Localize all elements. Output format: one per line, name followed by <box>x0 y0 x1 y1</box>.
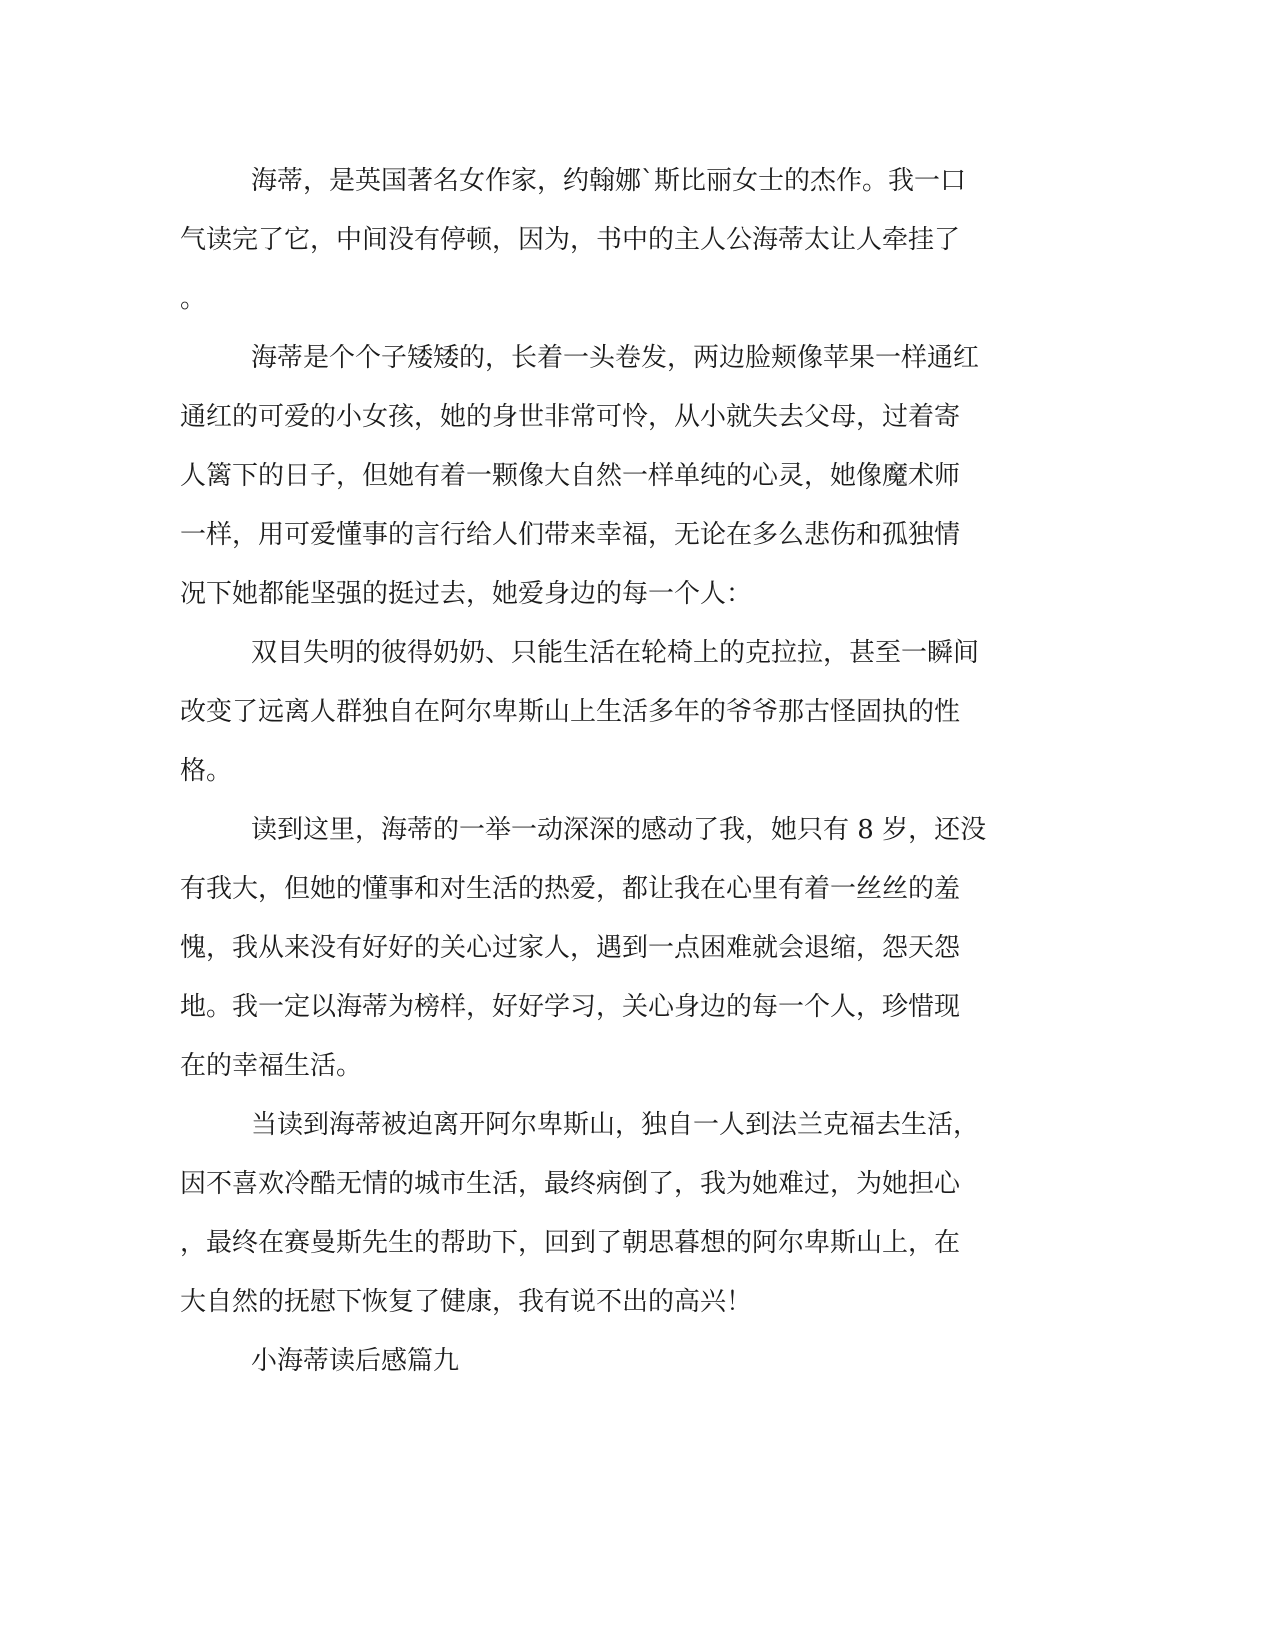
text-line-14: 愧，我从来没有好好的关心过家人，遇到一点困难就会退缩，怨天怨 <box>180 933 961 963</box>
text-line-20: 大自然的抚慰下恢复了健康，我有说不出的高兴！ <box>180 1287 753 1317</box>
text-line-17: 当读到海蒂被迫离开阿尔卑斯山，独自一人到法兰克福去生活， <box>251 1110 980 1140</box>
text-line-5: 通红的可爱的小女孩，她的身世非常可怜，从小就失去父母，过着寄 <box>180 402 961 432</box>
text-line-2: 气读完了它，中间没有停顿，因为，书中的主人公海蒂太让人牵挂了 <box>180 225 961 255</box>
text-line-8: 况下她都能坚强的挺过去，她爱身边的每一个人： <box>180 579 753 609</box>
text-line-15: 地。我一定以海蒂为榜样，好好学习，关心身边的每一个人，珍惜现 <box>180 992 961 1022</box>
text-line-18: 因不喜欢冷酷无情的城市生活，最终病倒了，我为她难过，为她担心 <box>180 1169 961 1199</box>
text-line-12: 读到这里，海蒂的一举一动深深的感动了我，她只有 8 岁，还没 <box>251 815 987 845</box>
text-line-16: 在的幸福生活。 <box>180 1051 363 1081</box>
text-line-11: 格。 <box>180 756 233 786</box>
text-line-9: 双目失明的彼得奶奶、只能生活在轮椅上的克拉拉，甚至一瞬间 <box>251 638 980 668</box>
section-heading: 小海蒂读后感篇九 <box>251 1346 460 1376</box>
text-line-13: 有我大，但她的懂事和对生活的热爱，都让我在心里有着一丝丝的羞 <box>180 874 961 904</box>
text-line-4: 海蒂是个个子矮矮的，长着一头卷发，两边脸颊像苹果一样通红 <box>251 343 980 373</box>
text-line-7: 一样，用可爱懂事的言行给人们带来幸福，无论在多么悲伤和孤独情 <box>180 520 961 550</box>
text-line-3: 。 <box>180 284 207 314</box>
text-line-6: 人篱下的日子，但她有着一颗像大自然一样单纯的心灵，她像魔术师 <box>180 461 961 491</box>
text-line-19: ，最终在赛曼斯先生的帮助下，回到了朝思暮想的阿尔卑斯山上，在 <box>180 1228 961 1258</box>
text-line-1: 海蒂，是英国著名女作家，约翰娜`斯比丽女士的杰作。我一口 <box>251 166 967 196</box>
text-line-10: 改变了远离人群独自在阿尔卑斯山上生活多年的爷爷那古怪固执的性 <box>180 697 961 727</box>
